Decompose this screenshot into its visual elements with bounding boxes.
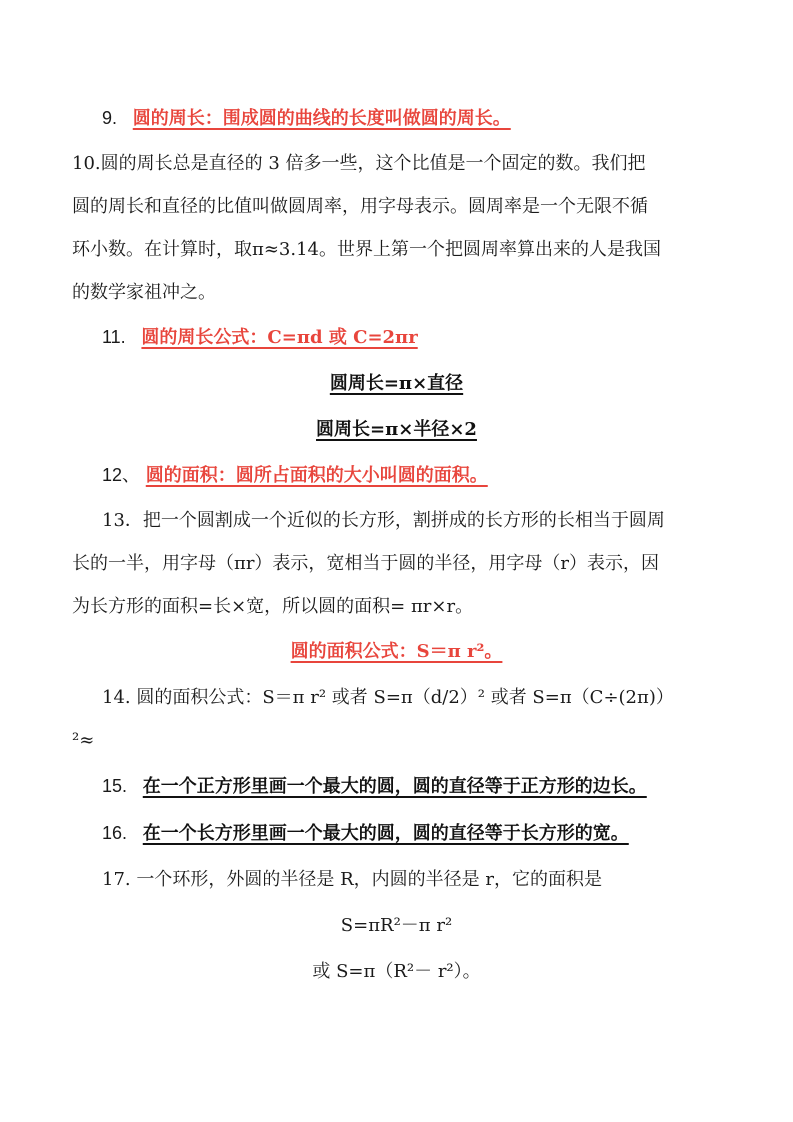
item-13-line-3: 为长方形的面积=长×宽，所以圆的面积= πr×r。 [72,596,474,617]
item-16-statement: 在一个长方形里画一个最大的圆，圆的直径等于长方形的宽。 [142,823,629,844]
item-17-formula-2: 或 S=π（R²－ r²）。 [312,961,481,982]
item-10-line-4: 的数学家祖冲之。 [72,282,216,303]
item-14-line-1: 14. 圆的面积公式：S＝π r² 或者 S=π（d/2）² 或者 S=π（C÷(2π)） [102,687,674,708]
item-11-formula-2: 圆周长=π×半径×2 [316,419,477,440]
item-10-line-2: 圆的周长和直径的比值叫做圆周率，用字母表示。圆周率是一个无限不循 [72,196,648,217]
item-17-line-1: 17. 一个环形，外圆的半径是 R，内圆的半径是 r，它的面积是 [102,869,602,890]
item-11-number: 11. [102,327,126,347]
item-15-number: 15. [102,776,128,796]
item-13-line-1: 13．把一个圆割成一个近似的长方形，割拼成的长方形的长相当于圆周 [102,510,665,531]
item-11-formula-1: 圆周长=π×直径 [329,373,464,394]
item-16 [102,820,629,847]
item-17-formula-1: S=πR²－π r² [340,915,453,936]
item-11-formula-2-row [0,417,793,443]
item-12-definition: 圆的面积：圆所占面积的大小叫圆的面积。 [145,465,488,486]
item-13-line-2: 长的一半，用字母（πr）表示，宽相当于圆的半径，用字母（r）表示，因 [72,553,660,574]
item-9 [102,105,511,132]
item-11-formula: 圆的周长公式：C=πd 或 C=2πr [141,327,418,348]
item-12-number: 12、 [102,465,141,485]
item-9-number: 9. [102,108,118,128]
item-14-line-2: ²≈ [72,730,95,751]
item-11-formula-1-row [0,371,793,397]
item-15 [102,773,647,800]
item-12 [102,462,488,489]
item-11 [102,324,418,351]
item-10-line-1: 10.圆的周长总是直径的 3 倍多一些，这个比值是一个固定的数。我们把 [72,153,646,174]
item-9-definition: 圆的周长：围成圆的曲线的长度叫做圆的周长。 [132,108,511,129]
item-13-formula-row [0,639,793,665]
item-13-area-formula: 圆的面积公式：S＝π r²。 [290,641,503,662]
item-15-statement: 在一个正方形里画一个最大的圆，圆的直径等于正方形的边长。 [142,776,647,797]
item-10-line-3: 环小数。在计算时，取π≈3.14。世界上第一个把圆周率算出来的人是我国 [72,239,661,260]
item-16-number: 16. [102,823,128,843]
